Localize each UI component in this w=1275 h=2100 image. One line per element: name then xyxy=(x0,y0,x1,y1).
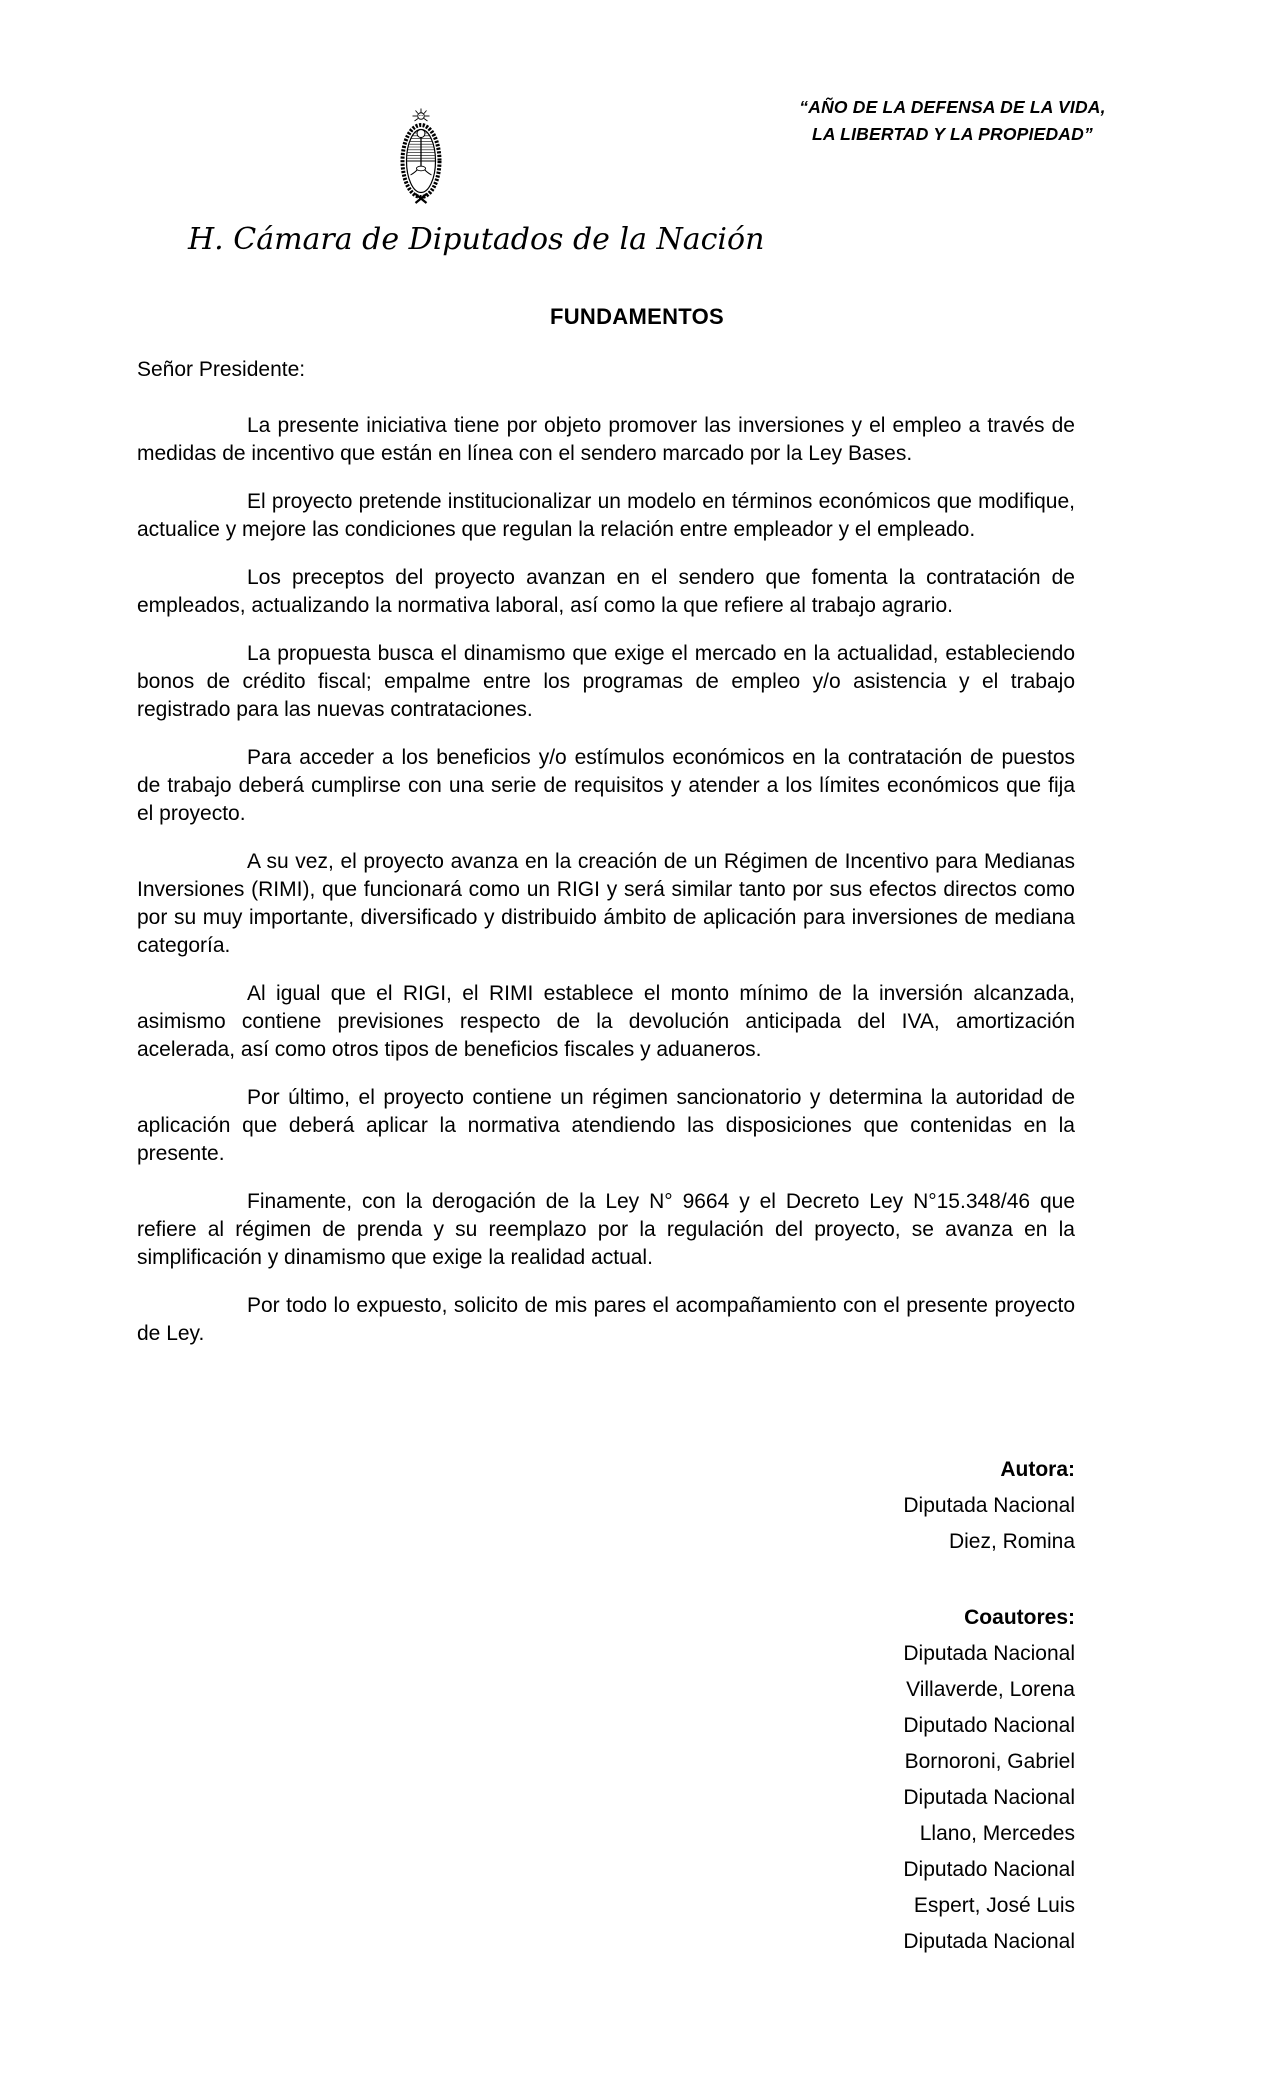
author-role: Diputada Nacional xyxy=(903,1494,1075,1517)
coauthor-role: Diputada Nacional xyxy=(903,1786,1075,1809)
body-paragraph: Finamente, con la derogación de la Ley N° 9664 y el Decreto Ley N°15.348/46 que refiere al régimen de prenda y su reemplazo por la regulación del proyecto, se avanza en la simplificación y dinamismo que exige la realidad actual. xyxy=(137,1190,1075,1269)
coauthor-role: Diputado Nacional xyxy=(903,1714,1075,1737)
coauthor-role: Diputada Nacional xyxy=(903,1642,1075,1665)
body-paragraph: Por último, el proyecto contiene un régimen sancionatorio y determina la autoridad de aplicación que deberá aplicar la normativa atendiendo las disposiciones que contenidas en la presente. xyxy=(137,1086,1075,1165)
trailing-role: Diputada Nacional xyxy=(903,1930,1075,1953)
argentina-coat-of-arms-icon xyxy=(391,108,451,206)
body-paragraph: Los preceptos del proyecto avanzan en el sendero que fomenta la contratación de empleados, actualizando la normativa laboral, así como la que refiere al trabajo agrario. xyxy=(137,566,1075,617)
year-motto xyxy=(770,94,1135,148)
year-motto-line1: “AÑO DE LA DEFENSA DE LA VIDA, xyxy=(799,97,1106,117)
year-motto-line2: LA LIBERTAD Y LA PROPIEDAD” xyxy=(812,124,1093,144)
coauthor-name: Bornoroni, Gabriel xyxy=(904,1750,1075,1773)
coauthor-name: Llano, Mercedes xyxy=(919,1822,1075,1845)
coauthor-name: Villaverde, Lorena xyxy=(906,1678,1075,1701)
body-paragraph: El proyecto pretende institucionalizar un modelo en términos económicos que modifique, actualice y mejore las condiciones que regulan la relación entre empleador y el empleado. xyxy=(137,490,1075,541)
document-title: FUNDAMENTOS xyxy=(549,304,724,329)
institution-name: H. Cámara de Diputados de la Nación xyxy=(188,222,765,257)
body-paragraph: La propuesta busca el dinamismo que exige el mercado en la actualidad, estableciendo bonos de crédito fiscal; empalme entre los programas de empleo y/o asistencia y el trabajo registrado para las nuevas contrataciones. xyxy=(137,642,1075,721)
author-name: Diez, Romina xyxy=(948,1530,1075,1553)
document-body xyxy=(137,412,1075,1368)
salutation: Señor Presidente: xyxy=(137,358,306,381)
coauthor-name: Espert, José Luis xyxy=(913,1894,1075,1917)
signature-block xyxy=(137,1452,1075,1960)
signature-spacer xyxy=(137,1560,1075,1600)
author-label: Autora: xyxy=(1000,1458,1075,1481)
body-paragraph: Para acceder a los beneficios y/o estímulos económicos en la contratación de puestos de trabajo deberá cumplirse con una serie de requisitos y atender a los límites económicos que fija el proyecto. xyxy=(137,746,1075,825)
body-paragraph: La presente iniciativa tiene por objeto promover las inversiones y el empleo a través de medidas de incentivo que están en línea con el sendero marcado por la Ley Bases. xyxy=(137,414,1075,465)
body-paragraph: Por todo lo expuesto, solicito de mis pares el acompañamiento con el presente proyecto de Ley. xyxy=(137,1294,1075,1345)
body-paragraph: Al igual que el RIGI, el RIMI establece el monto mínimo de la inversión alcanzada, asimismo contiene previsiones respecto de la devolución anticipada del IVA, amortización acelerada, así como otros tipos de beneficios fiscales y aduaneros. xyxy=(137,982,1075,1061)
coauthors-label: Coautores: xyxy=(964,1606,1075,1629)
coauthor-role: Diputado Nacional xyxy=(903,1858,1075,1881)
body-paragraph: A su vez, el proyecto avanza en la creación de un Régimen de Incentivo para Medianas Inversiones (RIMI), que funcionará como un RIGI y será similar tanto por sus efectos directos como por su muy importante, diversificado y distribuido ámbito de aplicación para inversiones de mediana categoría. xyxy=(137,850,1075,957)
